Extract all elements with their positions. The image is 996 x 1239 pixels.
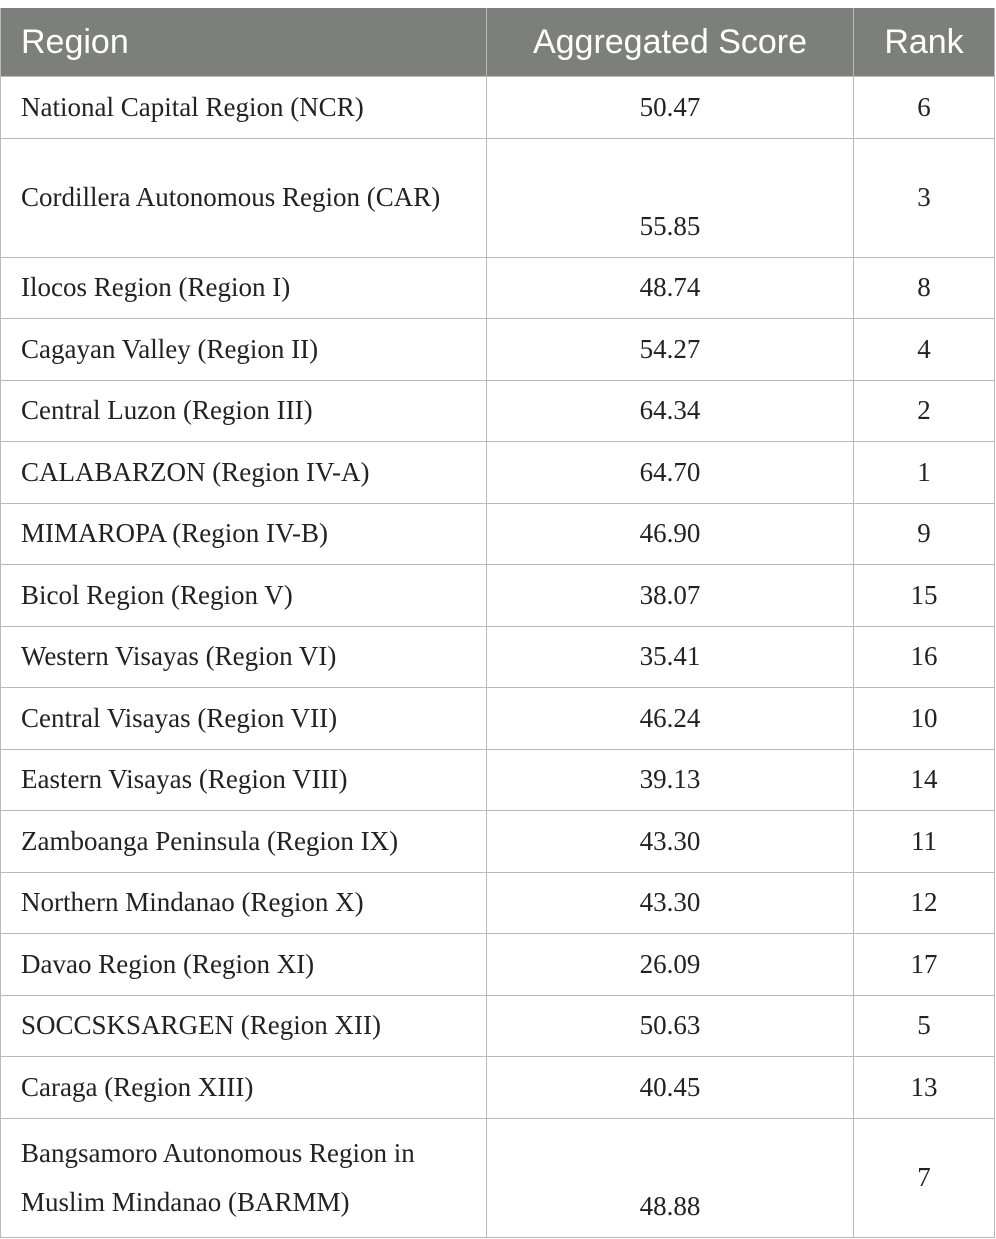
- cell-rank: 11: [854, 811, 995, 873]
- table-row: [1, 749, 995, 811]
- cell-rank: 10: [854, 688, 995, 750]
- cell-score: 40.45: [487, 1057, 854, 1119]
- cell-score: 39.13: [487, 749, 854, 811]
- table-row: [1, 257, 995, 319]
- cell-region: Northern Mindanao (Region X): [1, 872, 487, 934]
- cell-region: SOCCSKSARGEN (Region XII): [1, 995, 487, 1057]
- cell-rank: 15: [854, 565, 995, 627]
- cell-rank: 8: [854, 257, 995, 319]
- cell-region: Davao Region (Region XI): [1, 934, 487, 996]
- cell-score: 38.07: [487, 565, 854, 627]
- cell-region: MIMAROPA (Region IV-B): [1, 503, 487, 565]
- cell-region: Cagayan Valley (Region II): [1, 319, 487, 381]
- cell-rank: 6: [854, 77, 995, 139]
- cell-score: 55.85: [487, 138, 854, 257]
- cell-score: 46.24: [487, 688, 854, 750]
- cell-score: 48.74: [487, 257, 854, 319]
- table-row: [1, 77, 995, 139]
- cell-score: 46.90: [487, 503, 854, 565]
- cell-score: 48.88: [487, 1118, 854, 1237]
- table-row: [1, 1118, 995, 1237]
- cell-score: 35.41: [487, 626, 854, 688]
- cell-score: 54.27: [487, 319, 854, 381]
- table-row: [1, 565, 995, 627]
- cell-region: Western Visayas (Region VI): [1, 626, 487, 688]
- cell-score: 50.47: [487, 77, 854, 139]
- table-row: [1, 934, 995, 996]
- table-row: [1, 872, 995, 934]
- cell-rank: 1: [854, 442, 995, 504]
- cell-region: CALABARZON (Region IV-A): [1, 442, 487, 504]
- column-header-rank: Rank: [854, 8, 995, 77]
- column-header-region: Region: [1, 8, 487, 77]
- cell-score: 26.09: [487, 934, 854, 996]
- cell-region: Eastern Visayas (Region VIII): [1, 749, 487, 811]
- table-header-row: [1, 8, 995, 77]
- table-row: [1, 811, 995, 873]
- cell-region: Bangsamoro Autonomous Region in Muslim Mindanao (BARMM): [1, 1118, 487, 1237]
- cell-region: Caraga (Region XIII): [1, 1057, 487, 1119]
- cell-rank: 7: [854, 1118, 995, 1237]
- cell-rank: 4: [854, 319, 995, 381]
- cell-score: 43.30: [487, 811, 854, 873]
- cell-rank: 3: [854, 138, 995, 257]
- cell-region: Bicol Region (Region V): [1, 565, 487, 627]
- column-header-aggregated-score: Aggregated Score: [487, 8, 854, 77]
- cell-rank: 9: [854, 503, 995, 565]
- table-row: [1, 688, 995, 750]
- cell-rank: 5: [854, 995, 995, 1057]
- table-row: [1, 995, 995, 1057]
- cell-rank: 2: [854, 380, 995, 442]
- cell-region: National Capital Region (NCR): [1, 77, 487, 139]
- cell-rank: 13: [854, 1057, 995, 1119]
- cell-rank: 16: [854, 626, 995, 688]
- table-row: [1, 503, 995, 565]
- cell-region: Central Luzon (Region III): [1, 380, 487, 442]
- table-row: [1, 626, 995, 688]
- table-row: [1, 380, 995, 442]
- cell-score: 50.63: [487, 995, 854, 1057]
- cell-score: 64.34: [487, 380, 854, 442]
- table-row: [1, 138, 995, 257]
- cell-rank: 14: [854, 749, 995, 811]
- cell-region: Zamboanga Peninsula (Region IX): [1, 811, 487, 873]
- table-row: [1, 1057, 995, 1119]
- cell-rank: 17: [854, 934, 995, 996]
- cell-region: Ilocos Region (Region I): [1, 257, 487, 319]
- cell-score: 64.70: [487, 442, 854, 504]
- table-row: [1, 319, 995, 381]
- table-row: [1, 442, 995, 504]
- cell-region: Central Visayas (Region VII): [1, 688, 487, 750]
- cell-score: 43.30: [487, 872, 854, 934]
- cell-region: Cordillera Autonomous Region (CAR): [1, 138, 487, 257]
- cell-rank: 12: [854, 872, 995, 934]
- region-score-table: [0, 8, 995, 1238]
